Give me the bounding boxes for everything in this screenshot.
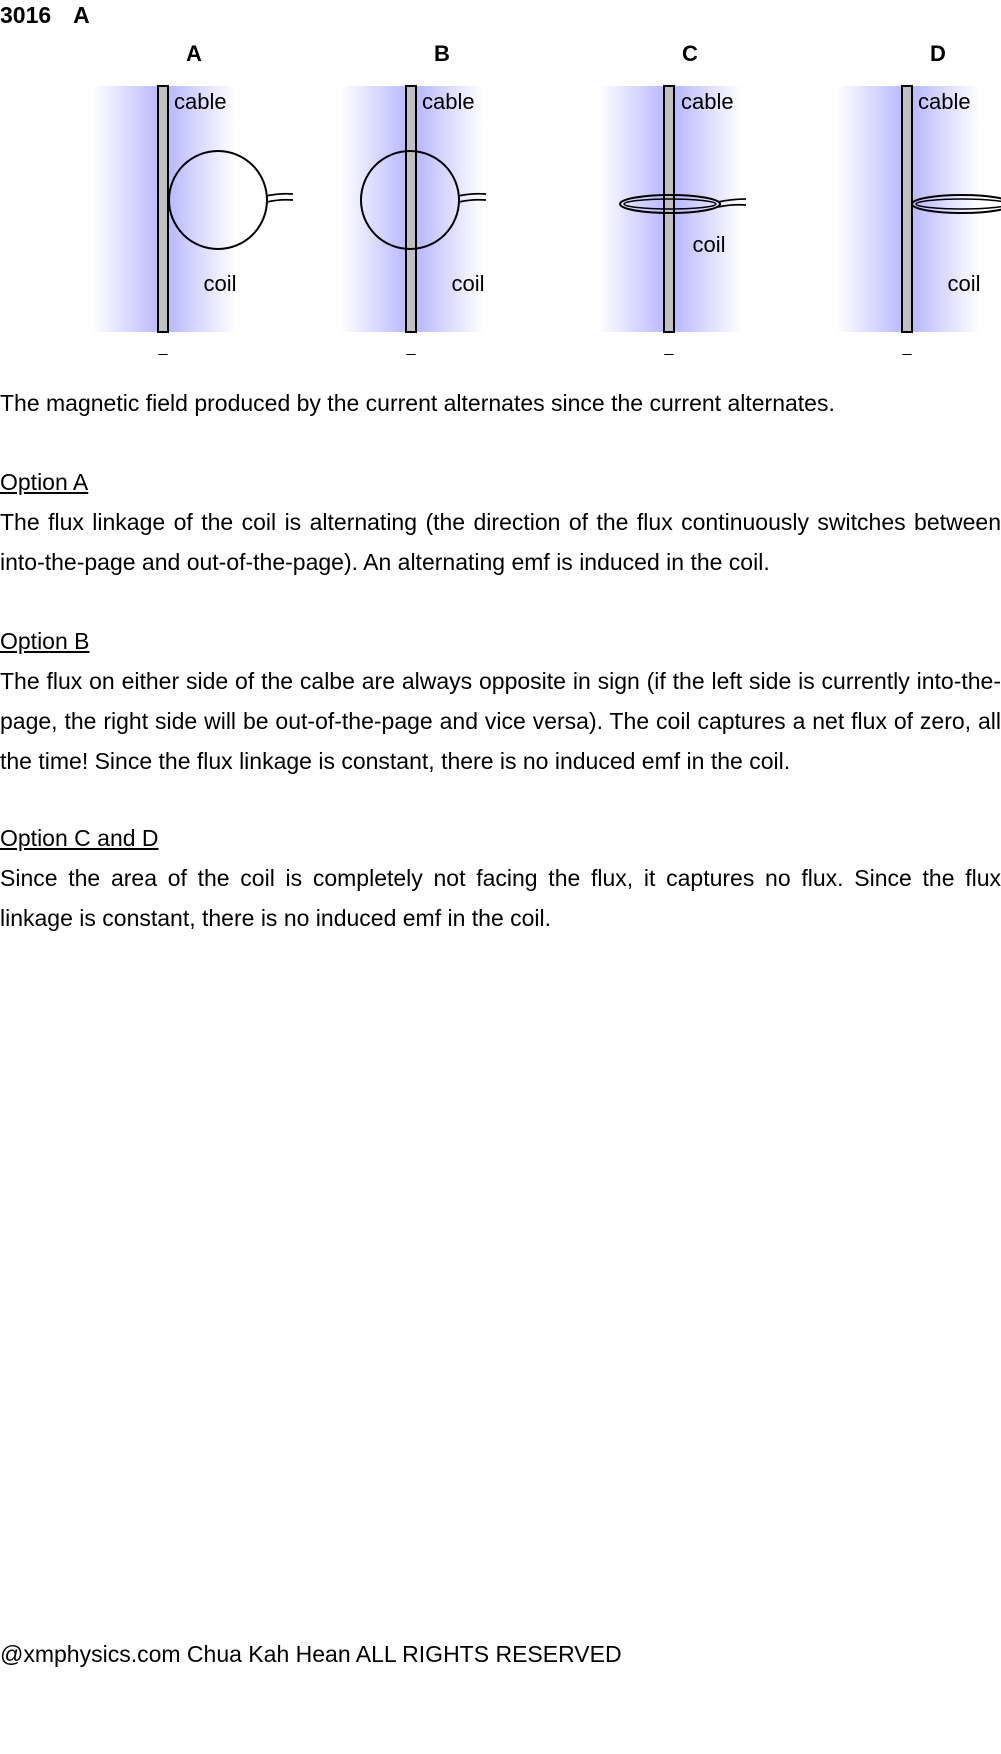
- diagram-label-a: A: [186, 41, 202, 66]
- question-number: 3016: [0, 2, 52, 28]
- diagram-label-b: B: [434, 41, 450, 66]
- coil-label: coil: [203, 271, 237, 296]
- cable-end-mark: _: [664, 339, 674, 356]
- coil-lead: [266, 194, 293, 202]
- option-a-heading: Option A: [0, 469, 89, 495]
- question-answer: A: [73, 2, 90, 28]
- diagram-c: [598, 41, 746, 356]
- cable-end-mark: _: [902, 339, 912, 356]
- diagram-label-d: D: [930, 41, 946, 66]
- copyright-footer: @xmphysics.com Chua Kah Hean ALL RIGHTS RESERVED: [0, 1641, 622, 1667]
- diagram-a: [92, 41, 293, 356]
- cable: [158, 86, 168, 332]
- option-cd-paragraph: Since the area of the coil is completely not facing the flux, it captures no flux. Since the flux linkage is constant, there is no induced emf in the coil.: [0, 865, 1001, 931]
- cable-label: cable: [918, 89, 971, 114]
- coil-label: coil: [451, 271, 485, 296]
- cable: [406, 86, 416, 332]
- option-a-paragraph: The flux linkage of the coil is alternating (the direction of the flux continuously switches between into-the-page and out-of-the-page). An alternating emf is induced in the coil.: [0, 509, 1001, 575]
- diagram-b: [340, 41, 486, 356]
- cable-end-mark: _: [158, 339, 168, 356]
- option-cd-heading: Option C and D: [0, 825, 159, 851]
- coil-label: coil: [692, 232, 726, 257]
- coil-label: coil: [947, 271, 981, 296]
- intro-paragraph: The magnetic field produced by the current alternates since the current alternates.: [0, 390, 835, 416]
- cable: [902, 86, 912, 332]
- diagram-d: [836, 41, 1001, 356]
- option-b-paragraph: The flux on either side of the calbe are always opposite in sign (if the left side is currently into-the-page, the right side will be out-of-the-page and vice versa). The coil captures a net flux of zero, all the time! Since the flux linkage is constant, there is no induced emf in the coil.: [0, 668, 1001, 774]
- figure-options: [0, 0, 1001, 360]
- cable-end-mark: _: [406, 339, 416, 356]
- option-b-heading: Option B: [0, 628, 90, 654]
- cable-label: cable: [681, 89, 734, 114]
- cable-label: cable: [174, 89, 227, 114]
- cable-label: cable: [422, 89, 475, 114]
- diagram-label-c: C: [682, 41, 698, 66]
